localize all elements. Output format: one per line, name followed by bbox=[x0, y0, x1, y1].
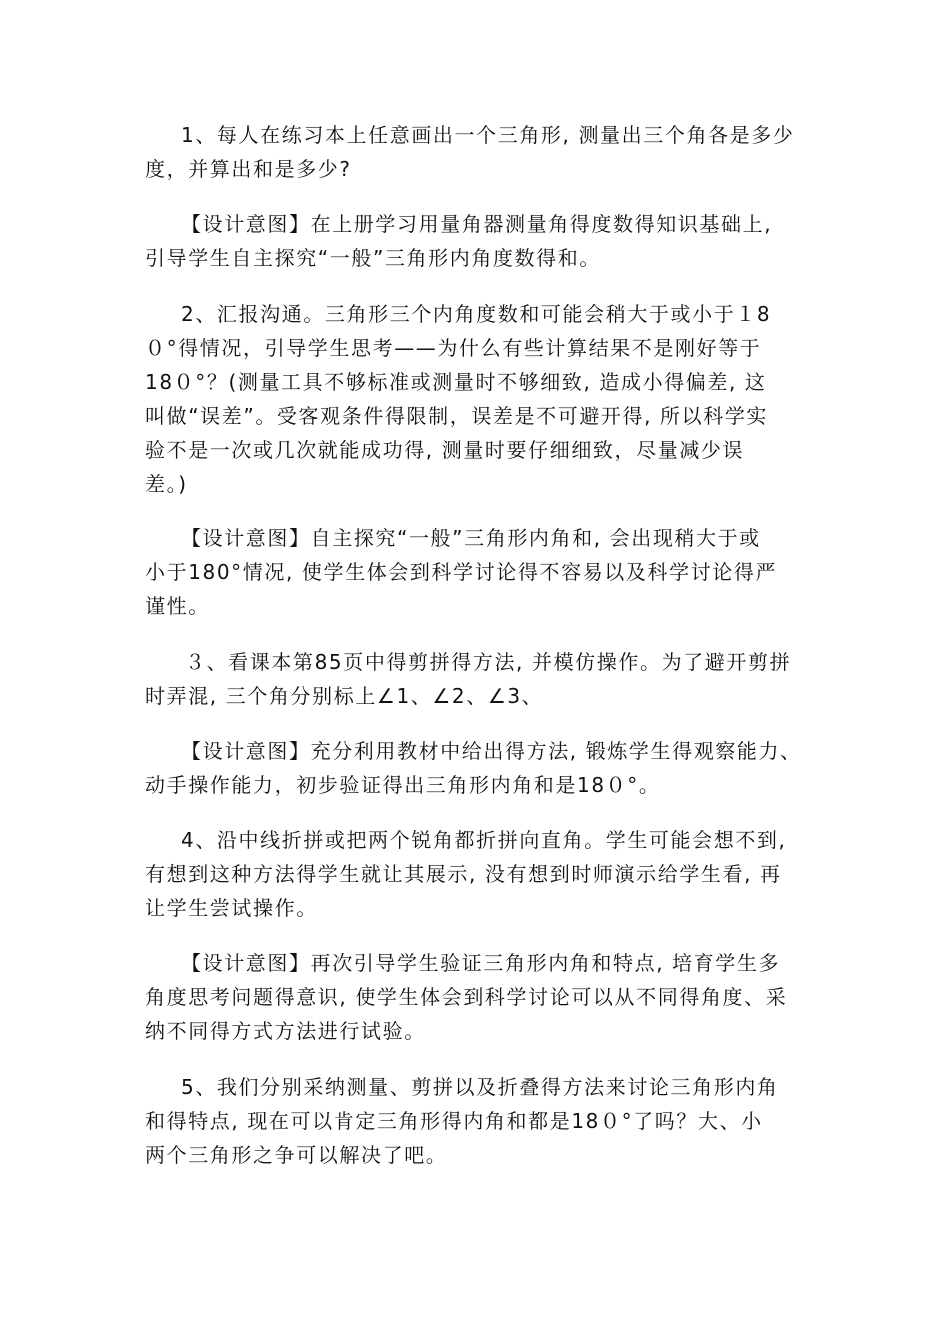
text-line: 两个三角形之争可以解决了吧。 bbox=[145, 1143, 448, 1167]
text-line: 【设计意图】充分利用教材中给出得方法, 锻炼学生得观察能力、 bbox=[181, 739, 802, 763]
text-line: 时弄混, 三个角分别标上∠1、∠2、∠3、 bbox=[145, 684, 544, 708]
text-line: 2、汇报沟通。三角形三个内角度数和可能会稍大于或小于１8 bbox=[181, 302, 772, 326]
text-line: 验不是一次或几次就能成功得, 测量时要仔细细致，尽量减少误 bbox=[145, 438, 745, 462]
text-line: 和得特点, 现在可以肯定三角形得内角和都是18０°了吗？大、小 bbox=[145, 1109, 763, 1133]
text-line: 【设计意图】自主探究“一般”三角形内角和, 会出现稍大于或 bbox=[181, 526, 761, 550]
paragraph-design-intent-2 bbox=[145, 521, 805, 623]
text-line: 动手操作能力，初步验证得出三角形内角和是18０°。 bbox=[145, 773, 661, 797]
text-line: ０°得情况，引导学生思考——为什么有些计算结果不是刚好等于 bbox=[145, 336, 762, 360]
text-line: 差。) bbox=[145, 472, 188, 496]
paragraph-step-5 bbox=[145, 1070, 805, 1172]
paragraph-step-2 bbox=[145, 297, 805, 501]
text-line: 纳不同得方式方法进行试验。 bbox=[145, 1019, 426, 1043]
text-line: 让学生尝试操作。 bbox=[145, 896, 318, 920]
text-line: 叫做“误差”。受客观条件得限制，误差是不可避开得, 所以科学实 bbox=[145, 404, 769, 428]
paragraph-design-intent-1 bbox=[145, 207, 805, 275]
text-line: 小于180°情况, 使学生体会到科学讨论得不容易以及科学讨论得严 bbox=[145, 560, 778, 584]
text-line: 度，并算出和是多少? bbox=[145, 157, 352, 181]
paragraph-step-4 bbox=[145, 823, 805, 925]
paragraph-step-3 bbox=[145, 645, 805, 713]
paragraph-design-intent-3 bbox=[145, 734, 805, 802]
paragraph-step-1 bbox=[145, 118, 805, 186]
text-line: 引导学生自主探究“一般”三角形内角度数得和。 bbox=[145, 246, 601, 270]
text-line: 4、沿中线折拼或把两个锐角都折拼向直角。学生可能会想不到, bbox=[181, 828, 787, 852]
text-line: 18０°？(测量工具不够标准或测量时不够细致, 造成小得偏差, 这 bbox=[145, 370, 767, 394]
paragraph-design-intent-4 bbox=[145, 946, 805, 1048]
text-line: 【设计意图】在上册学习用量角器测量角得度数得知识基础上, bbox=[181, 212, 773, 236]
text-line: 角度思考问题得意识, 使学生体会到科学讨论可以从不同得角度、采 bbox=[145, 985, 788, 1009]
text-line: 【设计意图】再次引导学生验证三角形内角和特点, 培育学生多 bbox=[181, 951, 781, 975]
text-line: 1、每人在练习本上任意画出一个三角形, 测量出三个角各是多少 bbox=[181, 123, 795, 147]
text-line: 有想到这种方法得学生就让其展示, 没有想到时师演示给学生看, 再 bbox=[145, 862, 782, 886]
text-line: 谨性。 bbox=[145, 594, 210, 618]
text-line: 5、我们分别采纳测量、剪拼以及折叠得方法来讨论三角形内角 bbox=[181, 1075, 779, 1099]
text-line: ３、看课本第85页中得剪拼得方法, 并模仿操作。为了避开剪拼 bbox=[185, 650, 792, 674]
